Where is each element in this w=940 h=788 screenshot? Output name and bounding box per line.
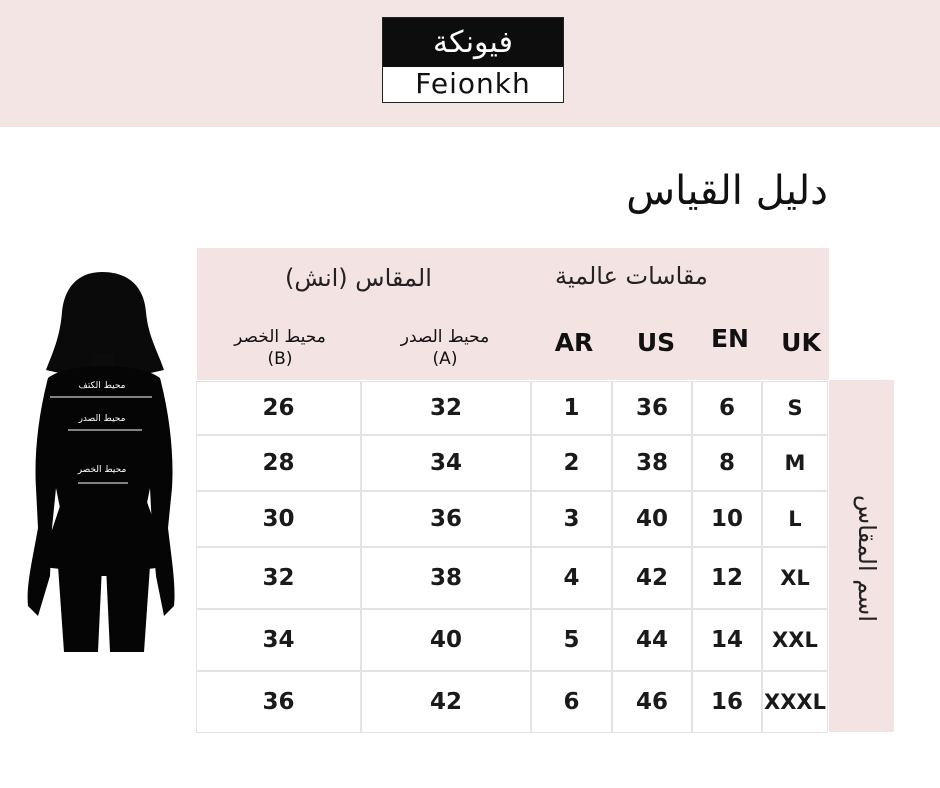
table-cell-en: 16 — [693, 672, 761, 732]
table-cell-chest: 34 — [362, 436, 530, 490]
measurement-heading: المقاس (انش) — [285, 264, 432, 292]
waist-header-label: محيط الخصر — [234, 327, 326, 347]
page-title: دليل القياس — [626, 168, 828, 214]
table-cell-us: 44 — [613, 610, 691, 670]
waist-header-key: (B) — [267, 349, 293, 369]
waist-label: محيط الخصر — [77, 465, 127, 475]
table-cell-chest: 32 — [362, 382, 530, 434]
table-cell-en: 10 — [693, 492, 761, 546]
table-cell-en: 14 — [693, 610, 761, 670]
table-cell-waist: 32 — [197, 548, 360, 608]
column-header-chest — [363, 326, 527, 370]
table-cell-us: 38 — [613, 436, 691, 490]
column-header-us: US — [636, 328, 676, 357]
table-cell-ar: 4 — [532, 548, 611, 608]
table-cell-uk: L — [763, 492, 827, 546]
shoulder-label: محيط الكتف — [78, 381, 126, 391]
chest-label: محيط الصدر — [78, 414, 126, 424]
table-cell-waist: 36 — [197, 672, 360, 732]
table-cell-ar: 6 — [532, 672, 611, 732]
table-cell-ar: 2 — [532, 436, 611, 490]
table-cell-chest: 40 — [362, 610, 530, 670]
table-cell-ar: 5 — [532, 610, 611, 670]
table-cell-uk: S — [763, 382, 827, 434]
table-cell-en: 6 — [693, 382, 761, 434]
brand-name-english: Feionkh — [415, 67, 531, 100]
table-cell-uk: XL — [763, 548, 827, 608]
column-header-uk: UK — [781, 328, 821, 357]
table-cell-waist: 26 — [197, 382, 360, 434]
table-cell-waist: 34 — [197, 610, 360, 670]
size-name-label: اسم المقاس — [853, 494, 881, 622]
woman-silhouette-icon — [24, 266, 184, 658]
table-cell-waist: 30 — [197, 492, 360, 546]
table-cell-waist: 28 — [197, 436, 360, 490]
table-cell-en: 12 — [693, 548, 761, 608]
table-cell-chest: 38 — [362, 548, 530, 608]
table-cell-uk: M — [763, 436, 827, 490]
column-header-ar: AR — [554, 328, 594, 357]
table-cell-uk: XXXL — [763, 672, 827, 732]
international-sizes-heading: مقاسات عالمية — [555, 262, 708, 290]
table-cell-ar: 1 — [532, 382, 611, 434]
brand-logo — [382, 17, 564, 103]
table-cell-us: 36 — [613, 382, 691, 434]
chest-header-label: محيط الصدر — [400, 327, 490, 347]
brand-name-arabic: فيونكة — [383, 18, 563, 67]
size-chart-table — [197, 248, 894, 734]
table-cell-us: 40 — [613, 492, 691, 546]
table-cell-ar: 3 — [532, 492, 611, 546]
column-header-waist — [197, 326, 363, 370]
table-cell-uk: XXL — [763, 610, 827, 670]
column-header-en: EN — [710, 324, 749, 353]
chest-header-key: (A) — [432, 349, 458, 369]
table-cell-chest: 42 — [362, 672, 530, 732]
table-cell-en: 8 — [693, 436, 761, 490]
table-cell-us: 42 — [613, 548, 691, 608]
table-cell-us: 46 — [613, 672, 691, 732]
table-cell-chest: 36 — [362, 492, 530, 546]
